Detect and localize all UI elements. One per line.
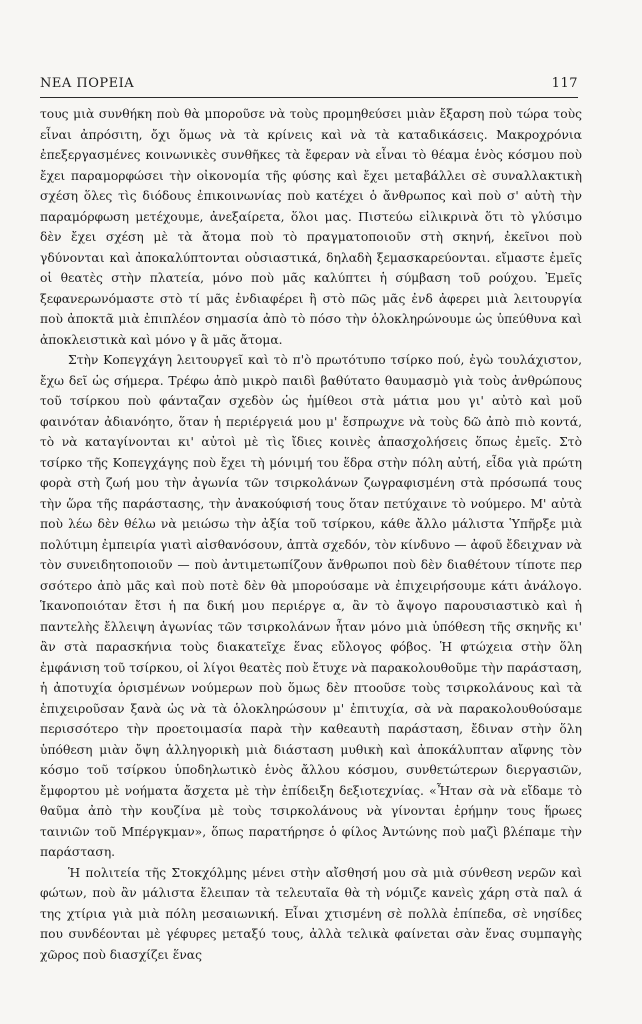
running-header [40, 76, 578, 91]
paragraph-copenhagen-circus: Στὴν Κοπεγχάγη λειτουργεῖ καὶ τὸ π'ὸ πρωτότυπο τσίρκο πού, ἐγὼ τουλάχιστον, ἔχω δεῖ ὡς σήμερα. Τρέφω ἀπὸ μικρὸ παιδὶ βαθύτατο θαυμασμὸ γιὰ τοὺς ἀνθρώπους τοῦ τσίρκου ποὺ φάνταζαν σχεδὸν ὡς ἡμίθεοι στὰ μάτια μου γι' αὐτὸ καὶ μοῦ φαινόταν ἀδιανόητο, ὅταν ἡ περιέργειά μου μ' ἔσπρωχνε νὰ τοὺς δῶ ἀπὸ πιὸ κοντά, τὸ νὰ καταγίνονται κι' αὐτοὶ μὲ τὶς ἴδιες κοινὲς ἀπασχολήσεις ὅπως ἐμεῖς. Στὸ τσίρκο τῆς Κοπεγχάγης ποὺ ἔχει τὴ μόνιμή του ἕδρα στὴν πόλη αὐτή, εἶδα γιὰ πρώτη φορὰ στὴ ζωή μου τὴν ἀγωνία τῶν τσιρκολάνων ζωγραφισμένη στὰ πρόσωπά τους τὴν ὥρα τῆς παράστασης, τὴν ἀνακούφισή τους ὅταν πετύχαινε τὸ νούμερο. Μ' αὐτὰ ποὺ λέω δὲν θέλω νὰ μειώσω τὴν ἀξία τοῦ τσίρκου, κάθε ἄλλο μάλιστα Ὑπῆρξε μιὰ πολύτιμη ἐμπειρία γιατὶ αἰσθανόσουν, ἀπτὰ σχεδόν, τὸν κίνδυνο — ἀφοῦ ἔδειχναν νὰ τὸν συνειδητοποιοῦν — ποὺ ἀντιμετωπίζουν ἄνθρωποι ποὺ δὲν διαθέτουν τίποτε περ σσότερο ἀπὸ μᾶς καὶ ποὺ ποτὲ δὲν θὰ μπορούσαμε νὰ ἐπιχειρήσουμε κάτι ἀνάλογο. Ἱκανοποιόταν ἔτσι ἡ πα δική μου περιέργε α, ἂν τὸ ἄψογο παρουσιαστικὸ καὶ ἡ παντελὴς ἔλλειψη ἀγωνίας τῶν τσιρκολάνων ἦταν μόνο μιὰ ὑπόθεση τῆς σκηνῆς κι' ἂν στὰ παρασκήνια τοὺς διακατεῖχε ἕνας εὔλογος φόβος. Ἡ φτώχεια στὴν ὅλη ἐμφάνιση τοῦ τσίρκου, οἱ λίγοι θεατὲς ποὺ ἔτυχε νὰ παρακολουθοῦμε τὴν παράσταση, ἡ ἀποτυχία ὁρισμένων νούμερων ποὺ ὅμως δὲν πτοοῦσε τοὺς τσιρκολάνους καὶ τὰ ἐπιχειροῦσαν ξανὰ ὡς νὰ τὰ ὁλοκληρώσουν μ' ἐπιτυχία, σὰ νὰ παρακολουθούσαμε περισσότερο τὴν προετοιμασία παρὰ τὴν καθεαυτὴ παράσταση, ἔδιναν στὴν ὅλη ὑπόθεση μιὰν ὄψη ἀλληγορικὴ μιὰ διάσταση μυθικὴ καὶ ἀποκάλυπταν αἴφνης τὸν κόσμο τοῦ τσίρκου ὑποδηλωτικὸ ἑνὸς ἄλλου κόσμου, συνθετώτερων διεργασιῶν, ἔμφορτου μὲ νοήματα ἄσχετα μὲ τὴν ἐπίδειξη δεξιοτεχνίας. «Ἦταν σὰ νὰ εἴδαμε τὸ θαῦμα ἀπὸ τὴν κουζίνα μὲ τοὺς τσιρκολάνους νὰ γίνονται ἐρήμην τους ἥρωες ταινιῶν τοῦ Μπέργκμαν», ὅπως παρατήρησε ὁ φίλος Ἀντώνης ποὺ μαζὶ βλέπαμε τὴν παράσταση. [40, 353, 582, 859]
header-rule [40, 97, 578, 98]
paragraph-continued: τους μιὰ συνθήκη ποὺ θὰ μποροῦσε νὰ τοὺς προμηθεύσει μιὰν ἔξαρση ποὺ τώρα τοὺς εἶναι ἀπρόσιτη, ὄχι ὅμως νὰ τὰ κρίνεις καὶ νὰ τὰ καταδικάσεις. Μακροχρόνια ἐπεξεργασμένες κοινωνικὲς συνθῆκες τὰ ἔφεραν νὰ εἶναι τὸ θέαμα ἑνὸς κόσμου ποὺ ἔχει παραμορφώσει τὴν οἰκονομία τῆς φύσης καὶ ἔχει μεταβάλλει σὲ συναλλακτικὴ σχέση ὅλες τὶς διόδους ἐπικοινωνίας ποὺ κατέχει ὁ ἄνθρωπος καὶ ποὺ σ' αὐτὴ τὴν παραμόρφωση μετέχουμε, ἀνεξαίρετα, ὅλοι μας. Πιστεύω εἰλικρινὰ ὅτι τὸ γλύσιμο δὲν ἔχει σχέση μὲ τὰ ἄτομα ποὺ τὸ πραγματοποιοῦν στὴ σκηνή, ἐκεῖνοι ποὺ γδύνονται καὶ ἀποκαλύπτονται οὐσιαστικά, δηλαδὴ ξεμασκαρεύονται. εἴμαστε ἐμεῖς οἱ θεατὲς στὴν πλατεία, μόνο ποὺ μᾶς καλύπτει ἡ σύμβαση τοῦ ρούχου. Ἐμεῖς ξεφανερωνόμαστε στὸ τί μᾶς ἐνδιαφέρει ἢ στὸ πῶς μᾶς ἐνδ ἀφερει μιὰ λειτουργία ποὺ ἀποκτᾶ μιὰ ἐπιπλέον σημασία ἀπὸ τὸ πόσο τὴν ὁλοκληρώνουμε ὡς ὑπεύθυνα καὶ ἀποκλειστικὰ καὶ μόνο γ ἃ μᾶς ἄτομα. [40, 107, 582, 347]
paragraph-stockholm: Ἡ πολιτεία τῆς Στοκχόλμης μένει στὴν αἴσθησή μου σὰ μιὰ σύνθεση νερῶν καὶ φώτων, ποὺ ἂν μάλιστα ἔλειπαν τὰ τελευταῖα θὰ τὴ νόμιζε κανεὶς χάρη στὰ παλ ά της χτίρια γιὰ μιὰ πόλη μεσαιωνική. Εἶναι χτισμένη σὲ πολλὰ ἐπίπεδα, σὲ νησίδες που συνδέονται μὲ γέφυρες μεταξύ τους, ἀλλὰ τελικὰ φαίνεται σὰν ἕνας συμπαγὴς χῶρος ποὺ διασχίζει ἕνας [40, 865, 582, 962]
running-title: ΝΕΑ ΠΟΡΕΙΑ [40, 76, 135, 91]
body-text [40, 104, 582, 965]
page-number: 117 [551, 76, 578, 91]
